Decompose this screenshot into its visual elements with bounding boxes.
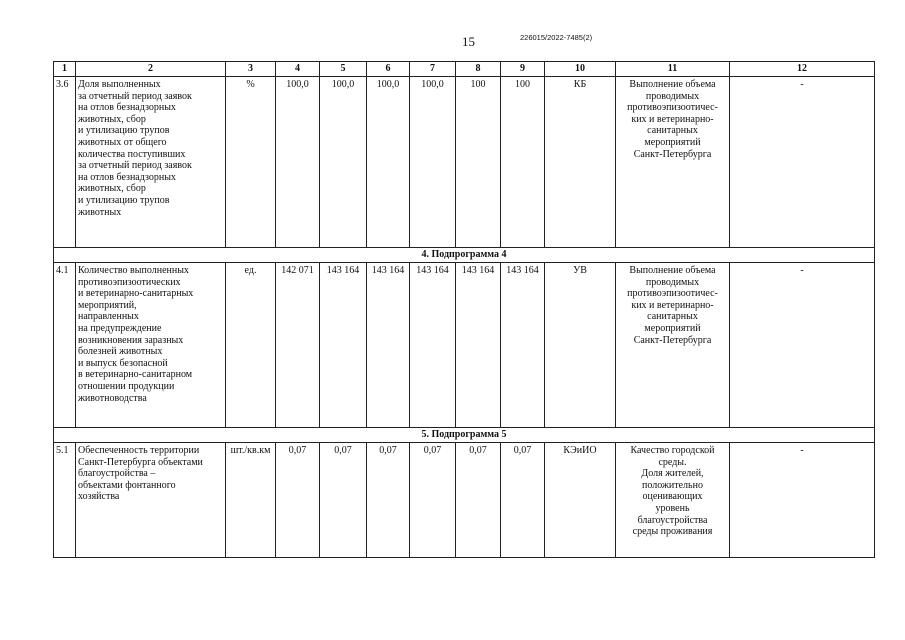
table-row [54, 263, 875, 428]
unit-cell: ед. [226, 263, 276, 428]
note-cell: - [730, 77, 875, 248]
value-cell: 0,07 [456, 443, 501, 558]
source-cell: КБ [545, 77, 616, 248]
value-cell: 143 164 [410, 263, 456, 428]
value-cell: 100 [456, 77, 501, 248]
header-cell: 12 [730, 62, 875, 77]
section-row [54, 248, 875, 263]
header-cell: 3 [226, 62, 276, 77]
value-cell: 0,07 [501, 443, 545, 558]
header-cell: 10 [545, 62, 616, 77]
basis-cell: Качество городской среды. Доля жителей, положительно оценивающих уровень благоустройства среды проживания [616, 443, 730, 558]
header-cell: 8 [456, 62, 501, 77]
indicator-name: Доля выполненных за отчетный период заявок на отлов безнадзорных животных, сбор и утилизацию трупов животных от общего количества поступивших за отчетный период заявок на отлов безнадзорных животных, сбор и утилизацию трупов животных [76, 77, 226, 248]
indicators-table [53, 61, 875, 558]
value-cell: 143 164 [456, 263, 501, 428]
section-row [54, 428, 875, 443]
header-cell: 6 [367, 62, 410, 77]
header-cell: 9 [501, 62, 545, 77]
header-cell: 4 [276, 62, 320, 77]
table-header-row [54, 62, 875, 77]
row-code: 3.6 [54, 77, 76, 248]
header-cell: 11 [616, 62, 730, 77]
value-cell: 100,0 [367, 77, 410, 248]
value-cell: 0,07 [320, 443, 367, 558]
value-cell: 100,0 [410, 77, 456, 248]
value-cell: 100,0 [276, 77, 320, 248]
value-cell: 142 071 [276, 263, 320, 428]
table-row [54, 443, 875, 558]
value-cell: 0,07 [276, 443, 320, 558]
section-title: 5. Подпрограмма 5 [54, 428, 875, 443]
basis-cell: Выполнение объема проводимых противоэпизоотичес- ких и ветеринарно- санитарных мероприятий Санкт-Петербурга [616, 77, 730, 248]
basis-cell: Выполнение объема проводимых противоэпизоотичес- ких и ветеринарно- санитарных мероприятий Санкт-Петербурга [616, 263, 730, 428]
header-cell: 5 [320, 62, 367, 77]
value-cell: 143 164 [501, 263, 545, 428]
header-cell: 7 [410, 62, 456, 77]
table-row [54, 77, 875, 248]
source-cell: КЭиИО [545, 443, 616, 558]
value-cell: 143 164 [367, 263, 410, 428]
value-cell: 100,0 [320, 77, 367, 248]
section-title: 4. Подпрограмма 4 [54, 248, 875, 263]
row-code: 4.1 [54, 263, 76, 428]
indicator-name: Обеспеченность территории Санкт-Петербурга объектами благоустройства – объектами фонтанного хозяйства [76, 443, 226, 558]
page-number: 15 [462, 34, 475, 49]
value-cell: 143 164 [320, 263, 367, 428]
indicator-name: Количество выполненных противоэпизоотических и ветеринарно-санитарных мероприятий, направленных на предупреждение возникновения заразных болезней животных и выпуск безопасной в ветеринарно-санитарном отношении продукции животноводства [76, 263, 226, 428]
note-cell: - [730, 263, 875, 428]
value-cell: 0,07 [367, 443, 410, 558]
header-cell: 2 [76, 62, 226, 77]
source-cell: УВ [545, 263, 616, 428]
note-cell: - [730, 443, 875, 558]
unit-cell: шт./кв.км [226, 443, 276, 558]
value-cell: 0,07 [410, 443, 456, 558]
document-id: 226015/2022-7485(2) [520, 33, 593, 42]
row-code: 5.1 [54, 443, 76, 558]
value-cell: 100 [501, 77, 545, 248]
header-cell: 1 [54, 62, 76, 77]
unit-cell: % [226, 77, 276, 248]
